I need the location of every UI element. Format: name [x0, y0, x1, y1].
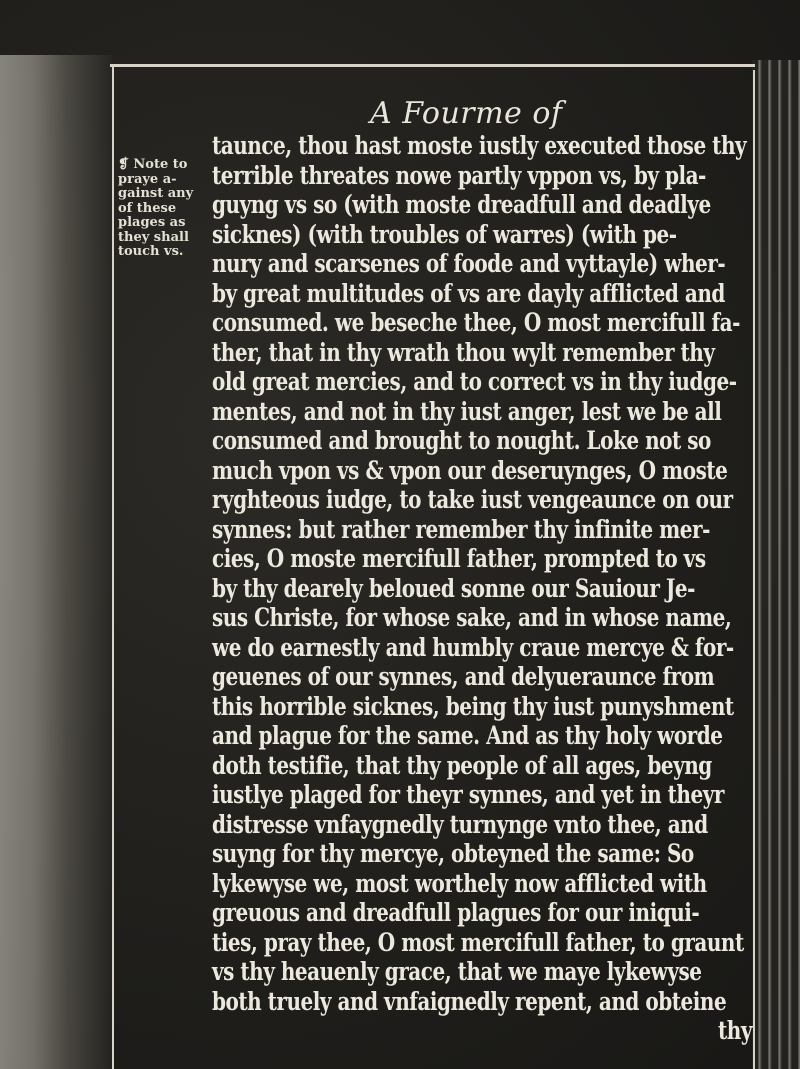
facing-page-edge-right — [752, 60, 800, 1069]
marginal-line: of these — [118, 200, 177, 216]
text-line: consumed and brought to nought. Loke not so — [212, 426, 711, 455]
text-line: sus Christe, for whose sake, and in whose name, — [212, 603, 732, 632]
marginal-line: gainst any — [118, 186, 194, 201]
text-line: geuenes of our synnes, and delyueraunce from — [212, 662, 715, 691]
running-header: A Fourme of — [370, 96, 563, 131]
text-line: ther, that in thy wrath thou wylt remember thy — [212, 337, 715, 367]
facing-page-edge-left — [0, 55, 112, 1069]
text-line: by great multitudes of vs are dayly afflicted and — [212, 278, 725, 308]
marginal-note — [118, 158, 214, 260]
text-line: guyng vs so (with moste dreadfull and deadlye — [212, 190, 711, 219]
text-line: distresse vnfaygnedly turnynge vnto thee, and — [212, 809, 708, 839]
text-line: mentes, and not in thy iust anger, lest we be all — [212, 396, 722, 426]
text-line: ryghteous iudge, to take iust vengeaunce on our — [212, 485, 733, 514]
text-line: both truely and vnfaignedly repent, and obteine — [212, 986, 727, 1016]
text-line: iustlye plaged for theyr synnes, and yet in theyr — [212, 780, 724, 809]
text-line: lykewyse we, most worthely now afflicted with — [212, 868, 707, 898]
text-line: nury and scarsenes of foode and vyttayle) wher- — [212, 249, 726, 278]
body-text — [212, 131, 752, 1046]
left-rule — [112, 64, 114, 1069]
right-rule — [753, 70, 755, 1069]
marginal-line: praye a- — [118, 171, 177, 187]
text-line: we do earnestly and humbly craue mercye & for- — [212, 632, 734, 662]
text-line: vs thy heauenly grace, that we maye lykewyse — [212, 957, 702, 986]
text-line: taunce, thou hast moste iustly executed those thy — [212, 131, 747, 160]
marginal-line: they shall — [118, 229, 189, 245]
text-line: terrible threates nowe partly vppon vs, by pla- — [212, 160, 706, 190]
marginal-line: plages as — [118, 215, 186, 230]
text-line: doth testifie, that thy people of all ages, beyng — [212, 750, 712, 780]
text-line: this horrible sicknes, being thy iust punyshment — [212, 691, 734, 721]
text-line: by thy dearely beloued sonne our Sauiour Je- — [212, 573, 695, 603]
marginal-line: ❡ Note to — [118, 157, 188, 172]
text-line: greuous and dreadfull plagues for our iniqui- — [212, 898, 700, 927]
text-line: ties, pray thee, O most mercifull father, to graunt — [212, 927, 744, 957]
text-line: synnes: but rather remember thy infinite mer- — [212, 514, 710, 544]
text-line: much vpon vs & vpon our deseruynges, O moste — [212, 455, 728, 485]
text-line: old great mercies, and to correct vs in thy iudge- — [212, 367, 737, 396]
text-line: and plague for the same. And as thy holy worde — [212, 721, 723, 750]
marginal-line: touch vs. — [118, 244, 184, 259]
text-line: consumed. we beseche thee, O most mercifull fa- — [212, 308, 740, 337]
text-line: suyng for thy mercye, obteyned the same: So — [212, 839, 694, 868]
text-line: sicknes) (with troubles of warres) (with pe- — [212, 219, 677, 249]
top-rule — [110, 64, 755, 67]
text-line: cies, O moste mercifull father, prompted to vs — [212, 544, 706, 573]
catchword: thy — [718, 1016, 752, 1045]
